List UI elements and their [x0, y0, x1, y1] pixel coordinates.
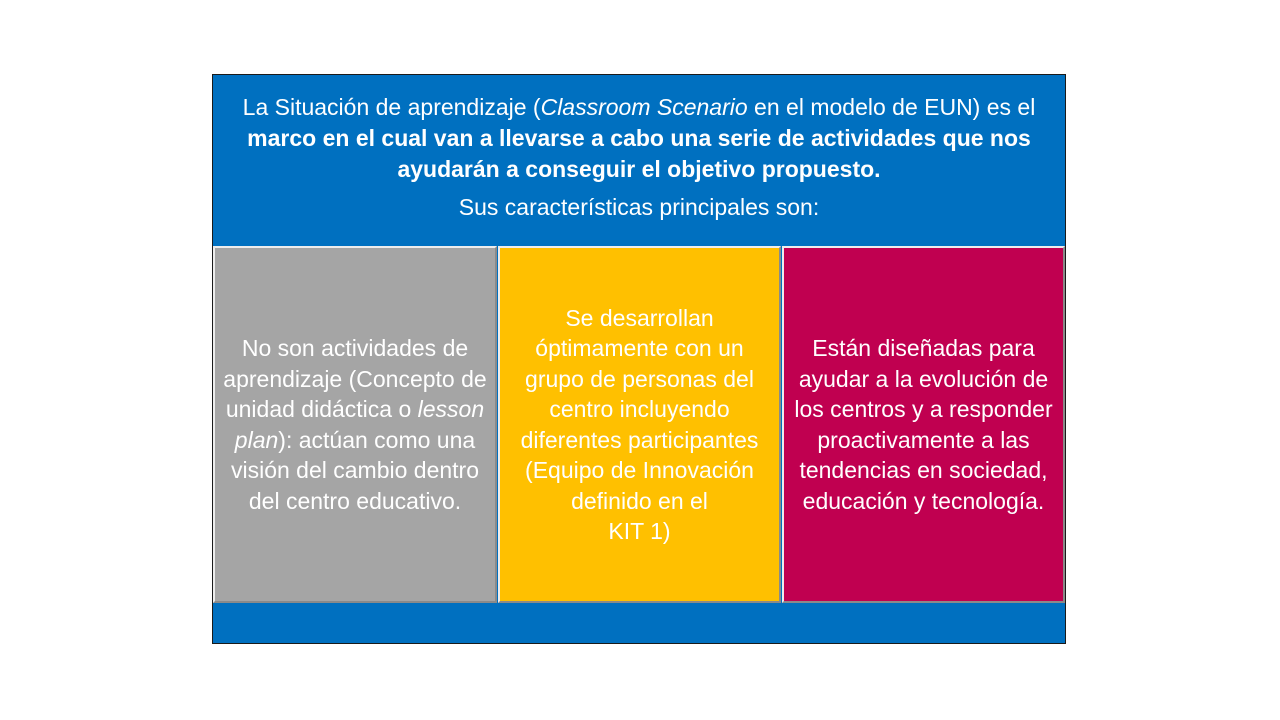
- intro-italic: Classroom Scenario: [540, 94, 748, 120]
- card-1-italic: lesson plan: [234, 396, 485, 453]
- intro-bold: marco en el cual van a llevarse a cabo una serie de actividades que nos ayudarán a conseguir el objetivo propuesto.: [247, 125, 1031, 182]
- characteristic-card-1: [213, 246, 497, 603]
- card-2-line-2: KIT 1): [608, 518, 671, 544]
- card-2-text: [500, 303, 779, 547]
- card-2-line-1: Se desarrollan óptimamente con un grupo de personas del centro incluyendo diferentes participantes (Equipo de Innovación definido en el: [520, 304, 759, 514]
- characteristic-card-2: [498, 246, 781, 603]
- card-1-part-2: ): actúan como una visión del cambio dentro del centro educativo.: [230, 426, 480, 514]
- intro-text: [227, 92, 1051, 185]
- header-panel: [213, 75, 1065, 247]
- intro-part-2: en el modelo de EUN) es el: [747, 94, 1036, 120]
- intro-part-1: La Situación de aprendizaje (: [242, 94, 541, 120]
- subtitle: Sus características principales son:: [458, 194, 820, 220]
- card-3-text: Están diseñadas para ayudar a la evolución de los centros y a responder proactivamente a las tendencias en sociedad, educación y tecnología.: [794, 335, 1053, 514]
- scenario-frame: [212, 74, 1066, 644]
- characteristic-card-3: [782, 246, 1065, 603]
- card-1-text: [215, 333, 495, 516]
- card-1-part-1: No son actividades de aprendizaje (Concepto de unidad didáctica o: [223, 335, 487, 422]
